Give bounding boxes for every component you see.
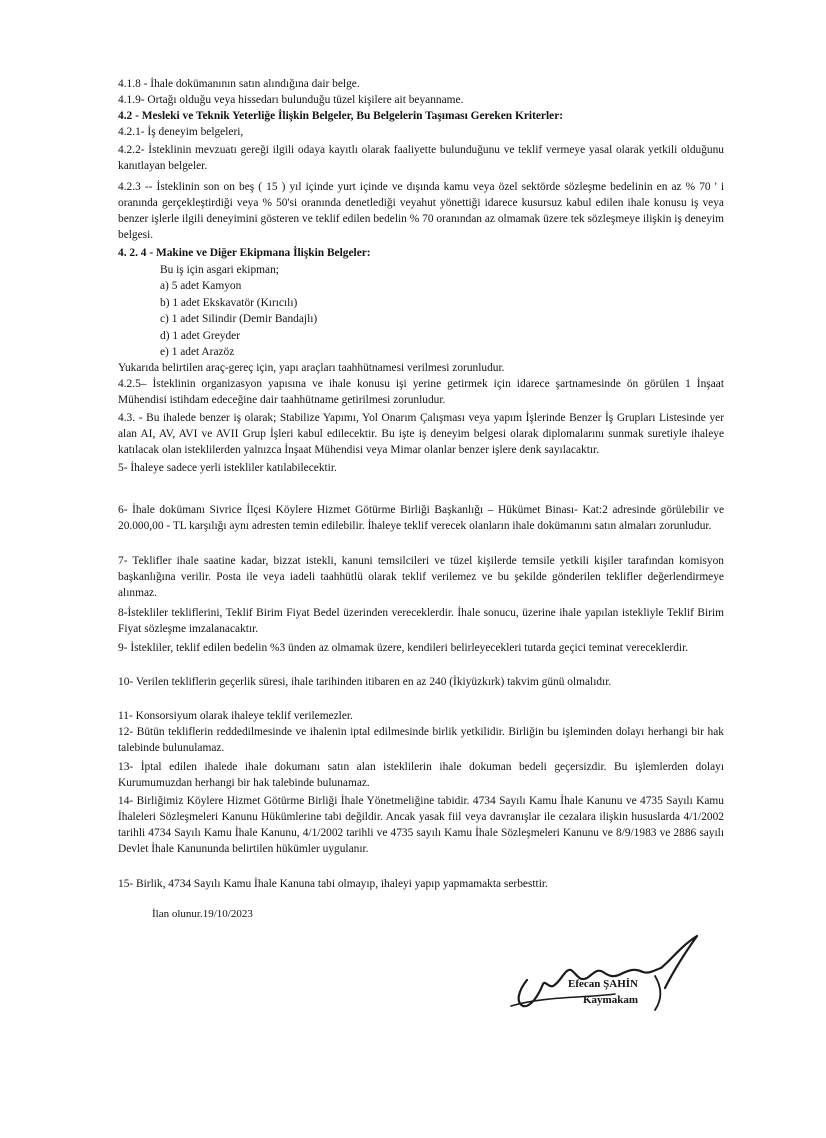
clause-4-2-5: 4.2.5– İsteklinin organizasyon yapısına ve ihale konusu işi yerine getirmek için idarece şartnamesinde ön görülen 1 İnşaat Mühendisi istihdam edeceğine dair taahhütname getirilmesi zorunludur. — [118, 378, 724, 406]
clause-6: 6- İhale dokümanı Sivrice İlçesi Köylere Hizmet Götürme Birliği Başkanlığı – Hükümet Binası- Kat:2 adresinde görülebilir ve 20.000,00 - TL karşılığı aynı adresten temin edilebilir. İhaleye teklif verecek olanların ihale dokümanını satın almaları zorunludur. — [118, 504, 724, 532]
clause-7: 7- Teklifler ihale saatine kadar, bizzat istekli, kanuni temsilcileri ve tüzel kişilerde temsile yetkili kişiler tarafından komisyon başkanlığına verilir. Posta ile veya iadeli taahhütlü olarak teklif verilemez ve bu şekilde gönderilen teklifler değerlendirmeye alınmaz. — [118, 555, 724, 599]
section-4-2-4-heading: 4. 2. 4 - Makine ve Diğer Ekipmana İlişkin Belgeler: — [118, 247, 371, 259]
clause-12: 12- Bütün tekliflerin reddedilmesinde ve ihalenin iptal edilmesinde birlik yetkilidir. Birliğin bu işleminden dolayı herhangi bir hak talebinde bulunulamaz. — [118, 726, 724, 754]
clause-10: 10- Verilen tekliflerin geçerlik süresi, ihale tarihinden itibaren en az 240 (İkiyüzkırk) takvim günü olmalıdır. — [118, 676, 612, 688]
signatory-name: Efecan ŞAHİN — [568, 978, 638, 990]
clause-4-3: 4.3. - Bu ihalede benzer iş olarak; Stabilize Yapımı, Yol Onarım Çalışması veya yapım İşlerinde Benzer İş Grupları Listesinde yer alan AI, AV, AVI ve AVII Grup İşleri kabul edilecektir. Bu işte iş deneyim belgesi olarak diplomalarını sunmak suretiyle ihaleye katılacak olan isteklilerden yalnızca İnşaat Mühendisi veya Mimar olanlar benzer işlere denk sayılacaktır. — [118, 412, 724, 456]
clause-4-2-1: 4.2.1- İş deneyim belgeleri, — [118, 126, 244, 138]
clause-15: 15- Birlik, 4734 Sayılı Kamu İhale Kanuna tabi olmayıp, ihaleyi yapıp yapmamakta serbesttir. — [118, 878, 548, 890]
section-4-2-heading: 4.2 - Mesleki ve Teknik Yeterliğe İlişkin Belgeler, Bu Belgelerin Taşıması Gereken Kriterler: — [118, 110, 564, 122]
clause-4-1-8: 4.1.8 - İhale dokümanının satın alındığına dair belge. — [118, 78, 360, 90]
equipment-list — [160, 278, 317, 361]
clause-8: 8-İstekliler tekliflerini, Teklif Birim Fiyat Bedel üzerinden vereceklerdir. İhale sonucu, üzerine ihale yapılan istekliyle Teklif Birim Fiyat sözleşme imzalanacaktır. — [118, 607, 724, 635]
clause-5: 5- İhaleye sadece yerli istekliler katılabilecektir. — [118, 462, 337, 474]
equipment-item: d) 1 adet Greyder — [160, 329, 241, 342]
clause-4-2-2: 4.2.2- İsteklinin mevzuatı gereği ilgili odaya kayıtlı olarak faaliyette bulunduğunu ve teklif vermeye yasal olarak yetkili olduğunu kanıtlayan belgeler. — [118, 144, 724, 172]
clause-4-2-3: 4.2.3 -- İsteklinin son on beş ( 15 ) yıl içinde yurt içinde ve dışında kamu veya özel sektörde sözleşme bedelinin en az % 70 ' i oranında gerçekleştirdiği veya % 50'si oranında denetlediği veyahut yönettiği idarece kusursuz kabul edilen ihale konusu iş veya benzer işlerle ilgili deneyimini gösteren ve teklif edilen bedelin % 70 oranından az olmamak üzere tek sözleşmeye ilişkin iş deneyim belgesi. — [118, 181, 724, 241]
clause-11: 11- Konsorsiyum olarak ihaleye teklif verilemezler. — [118, 710, 353, 722]
equipment-item: a) 5 adet Kamyon — [160, 280, 242, 292]
announcement-date: İlan olunur.19/10/2023 — [152, 908, 253, 920]
equipment-commitment: Yukarıda belirtilen araç-gereç için, yapı araçları taahhütnamesi verilmesi zorunludur. — [118, 362, 505, 374]
equipment-intro: Bu iş için asgari ekipman; — [160, 264, 279, 276]
clause-14: 14- Birliğimiz Köylere Hizmet Götürme Birliği İhale Yönetmeliğine tabidir. 4734 Sayılı Kamu İhale Kanunu ve 4735 Sayılı Kamu İhaleleri Sözleşmeleri Kanunu Hükümlerine tabi değildir. Ancak yasak fiil veya davranışlar ile cezalara ilişkin hususlarda 4/1/2002 tarihli 4734 Sayılı Kamu İhale Kanunu, 4/1/2002 tarihli ve 4735 sayılı Kamu İhale Sözleşmeleri Kanunu ve 8/9/1983 ve 2886 sayılı Devlet İhale Kanununda belirtilen hükümler uygulanır. — [118, 795, 724, 855]
clause-9: 9- İstekliler, teklif edilen bedelin %3 ünden az olmamak üzere, kendileri belirleyecekleri tutarda geçici teminat vereceklerdir. — [118, 642, 689, 654]
clause-4-1-9: 4.1.9- Ortağı olduğu veya hissedarı bulunduğu tüzel kişilere ait beyanname. — [118, 94, 464, 106]
equipment-item: b) 1 adet Ekskavatör (Kırıcılı) — [160, 296, 298, 309]
signatory-title: Kaymakam — [583, 994, 638, 1006]
equipment-item: e) 1 adet Arazöz — [160, 346, 235, 358]
equipment-item: c) 1 adet Silindir (Demir Bandajlı) — [160, 313, 318, 325]
clause-13: 13- İptal edilen ihalede ihale dokumanı satın alan isteklilerin ihale dokuman bedeli geçersizdir. Bu işlemlerden dolayı Kurumumuzdan herhangi bir hak talebinde bulunamaz. — [118, 761, 724, 789]
